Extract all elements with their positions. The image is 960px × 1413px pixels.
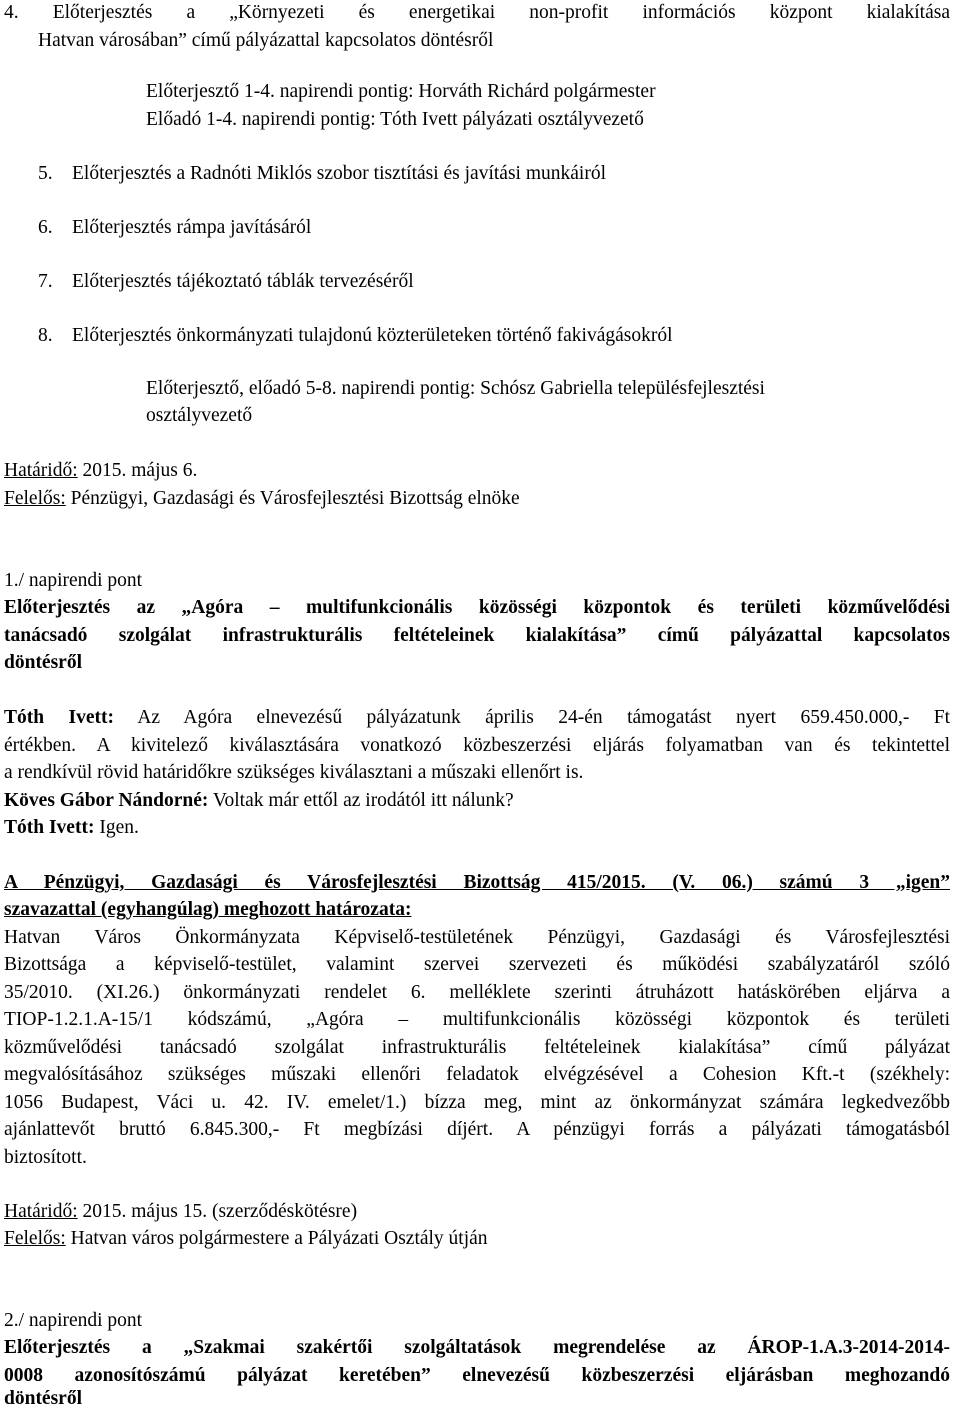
point1-resolution-body-line: 1056 Budapest, Váci u. 42. IV. emelet/1.) bízza meg, mint az önkormányzat számára legkedvezőbb <box>4 1092 950 1113</box>
responsible-value: Pénzügyi, Gazdasági és Városfejlesztési Bizottság elnöke <box>65 488 520 509</box>
point1-responsible <box>4 1225 488 1253</box>
agenda-item <box>38 214 311 242</box>
point1-resolution-heading-line1: A Pénzügyi, Gazdasági és Városfejlesztési Bizottság 415/2015. (V. 06.) számú 3 „igen” <box>4 872 950 893</box>
agenda-item-text: Előterjesztés önkormányzati tulajdonú közterületeken történő fakivágásokról <box>72 325 673 346</box>
speaker-name: Tóth Ivett: <box>4 817 95 838</box>
agenda-deadline <box>4 457 197 485</box>
speaker-name: Köves Gábor Nándorné: <box>4 790 209 811</box>
agenda-presenter-5-8-line1: Előterjesztő, előadó 5-8. napirendi pontig: Schósz Gabriella településfejlesztési <box>146 378 765 399</box>
agenda-item <box>38 322 673 350</box>
speaker-name: Tóth Ivett: <box>4 707 114 728</box>
point1-resolution-body-line: biztosított. <box>4 1147 87 1168</box>
point1-resolution-body-line: TIOP-1.2.1.A-15/1 kódszámú, „Agóra – multifunkcionális közösségi központok és területi <box>4 1009 950 1030</box>
deadline-label: Határidő: <box>4 1201 78 1222</box>
speaker-text: Igen. <box>94 817 139 838</box>
point1-resolution-body-line: 35/2010. (XI.26.) önkormányzati rendelet 6. melléklete szerinti átruházott hatáskörében eljárva a <box>4 982 950 1003</box>
deadline-value: 2015. május 6. <box>77 460 198 481</box>
agenda-item-text: Előterjesztés a Radnóti Miklós szobor tisztítási és javítási munkáiról <box>72 163 606 184</box>
point1-resolution-heading-line2: szavazattal (egyhangúlag) meghozott határozata: <box>4 899 412 920</box>
point1-title-line: tanácsadó szolgálat infrastrukturális feltételeinek kialakítása” című pályázattal kapcsolatos <box>4 625 950 646</box>
point1-resolution-body-line: Bizottsága a képviselő-testület, valamint szervei szervezeti és működési szabályzatáról szóló <box>4 954 950 975</box>
point1-speaker1-line2: értékben. A kivitelező kiválasztására vonatkozó közbeszerzési eljárás folyamatban van és tekintettel <box>4 735 950 756</box>
agenda-item-4-presenter: Előterjesztő 1-4. napirendi pontig: Horváth Richárd polgármester <box>146 81 656 102</box>
agenda-item <box>38 160 606 188</box>
point2-heading: 2./ napirendi pont <box>4 1310 143 1331</box>
point1-speaker2 <box>4 787 514 815</box>
point1-resolution-body-line: megvalósításához szükséges műszaki ellenőri feladatok elvégzésével a Cohesion Kft.-t (székhely: <box>4 1064 950 1085</box>
deadline-label: Határidő: <box>4 460 78 481</box>
agenda-item-4-line2: Hatvan városában” című pályázattal kapcsolatos döntésről <box>38 30 494 51</box>
responsible-label: Felelős: <box>4 1228 66 1249</box>
speaker-text: Voltak már ettől az irodától itt nálunk? <box>208 790 514 811</box>
point1-deadline <box>4 1198 357 1226</box>
point1-speaker1-line1 <box>4 704 950 732</box>
agenda-item-number: 5. <box>38 163 53 184</box>
responsible-label: Felelős: <box>4 488 66 509</box>
agenda-item-4-speaker: Előadó 1-4. napirendi pontig: Tóth Ivett pályázati osztályvezető <box>146 109 644 130</box>
point1-resolution-body-line: Hatvan Város Önkormányzata Képviselő-testületének Pénzügyi, Gazdasági és Városfejlesztési <box>4 927 950 948</box>
agenda-item-number: 6. <box>38 217 53 238</box>
agenda-item-number: 8. <box>38 325 53 346</box>
point1-speaker3 <box>4 814 139 842</box>
point1-speaker1-line3: a rendkívül rövid határidőkre szükséges kiválasztani a műszaki ellenőrt is. <box>4 762 584 783</box>
agenda-item-text: Előterjesztés tájékoztató táblák tervezéséről <box>72 271 414 292</box>
point1-resolution-body-line: közművelődési tanácsadó szolgálat infrastrukturális feltételeinek kialakítása” című pályázat <box>4 1037 950 1058</box>
responsible-value: Hatvan város polgármestere a Pályázati Osztály útján <box>65 1228 488 1249</box>
agenda-item-4-line1: 4. Előterjesztés a „Környezeti és energetikai non-profit információs központ kialakítása <box>4 2 950 23</box>
point1-title-line: Előterjesztés az „Agóra – multifunkcionális közösségi központok és területi közművelődési <box>4 597 950 618</box>
speaker-text: Az Agóra elnevezésű pályázatunk április 24-én támogatást nyert 659.450.000,- Ft <box>113 707 950 728</box>
agenda-item-number: 7. <box>38 271 53 292</box>
point2-title-line: döntésről <box>4 1388 82 1409</box>
agenda-presenter-5-8-line2: osztályvezető <box>146 405 253 426</box>
agenda-item-text: Előterjesztés rámpa javításáról <box>72 217 312 238</box>
point2-title-line: 0008 azonosítószámú pályázat keretében” elnevezésű közbeszerzési eljárásban meghozandó <box>4 1365 950 1386</box>
point2-title-line: Előterjesztés a „Szakmai szakértői szolgáltatások megrendelése az ÁROP-1.A.3-2014-2014- <box>4 1337 950 1358</box>
agenda-responsible <box>4 485 520 513</box>
deadline-value: 2015. május 15. (szerződéskötésre) <box>77 1201 358 1222</box>
point1-heading: 1./ napirendi pont <box>4 570 143 591</box>
point1-resolution-body-line: ajánlattevőt bruttó 6.845.300,- Ft megbízási díjért. A pénzügyi forrás a pályázati támogatásból <box>4 1119 950 1140</box>
point1-title-line: döntésről <box>4 652 82 673</box>
agenda-item <box>38 268 414 296</box>
